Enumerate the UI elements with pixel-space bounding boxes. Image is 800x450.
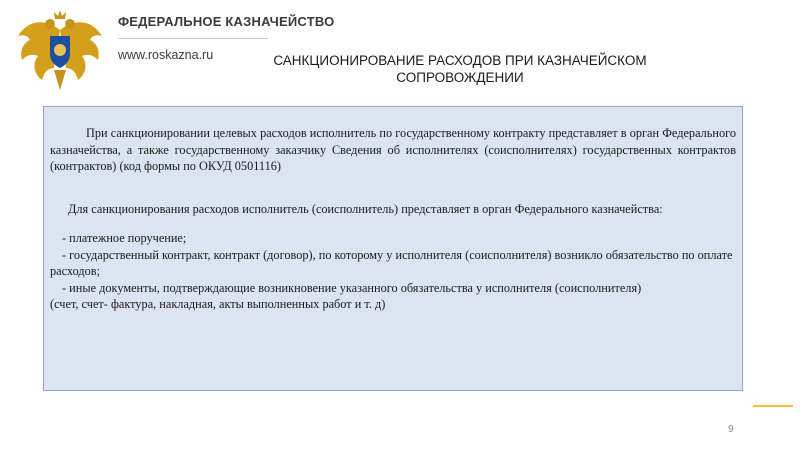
required-documents-list (50, 230, 736, 313)
slide-title (250, 52, 670, 86)
website-link[interactable]: www.roskazna.ru (118, 48, 214, 62)
accent-line (753, 405, 793, 407)
list-item: - иные документы, подтверждающие возникновение указанного обязательства у исполнителя (соисполнителя) (62, 280, 642, 295)
slide-title-line-2: СОПРОВОЖДЕНИИ (396, 70, 524, 85)
list-note: (счет, счет- фактура, накладная, акты выполненных работ и т. д) (50, 297, 386, 311)
paragraph-required-documents-intro: Для санкционирования расходов исполнитель (соисполнитель) представляет в орган Федерального казначейства: (68, 201, 663, 216)
list-item: - платежное поручение; (62, 231, 187, 245)
list-item: - государственный контракт, контракт (договор), по которому у исполнителя (соисполнителя) возникло обязательство по оплате расходов; (50, 247, 733, 278)
header-divider (118, 38, 268, 39)
slide-title-line-1: САНКЦИОНИРОВАНИЕ РАСХОДОВ ПРИ КАЗНАЧЕЙСКОМ (273, 53, 647, 68)
content-panel (43, 106, 743, 391)
paragraph-sanctioning-info: При санкционировании целевых расходов исполнитель по государственному контракту представляет в орган Федерального казначейства, а также государственному заказчику Сведения об исполнителях (соисполнителях) государственных контрактов (контрактов) (код формы по ОКУД 0501116) (50, 126, 736, 173)
organization-name: ФЕДЕРАЛЬНОЕ КАЗНАЧЕЙСТВО (118, 14, 335, 29)
double-headed-eagle-emblem-icon (14, 8, 106, 94)
page-number: 9 (728, 424, 734, 435)
